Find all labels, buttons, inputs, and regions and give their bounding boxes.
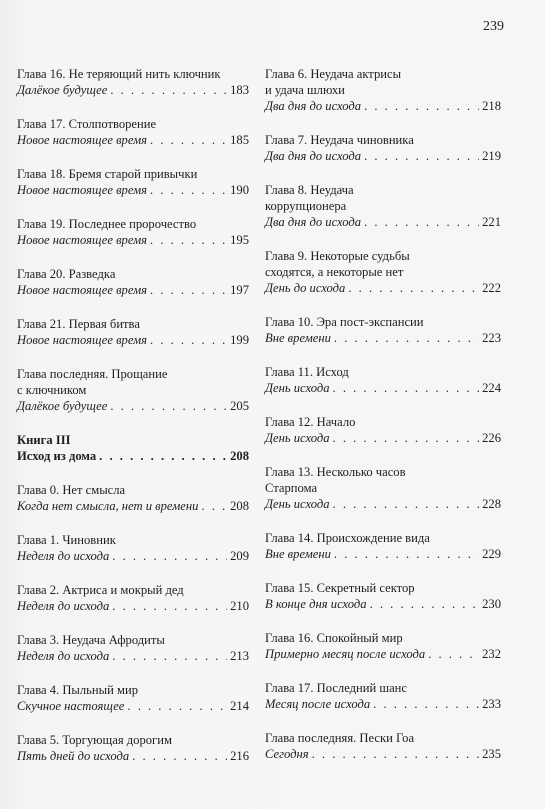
toc-entry [265, 248, 501, 296]
dot-leader [370, 596, 480, 612]
toc-entry-title: Глава 7. Неудача чиновника [265, 133, 414, 147]
toc-entry-subline [265, 148, 501, 164]
toc-entry-subtitle: Два дня до исхода [265, 99, 362, 113]
toc-entry-subtitle: День исхода [265, 497, 330, 511]
toc-entry [17, 632, 249, 664]
toc-entry-subline [265, 430, 501, 446]
toc-entry [265, 66, 501, 114]
toc-entry-subtitle: Месяц после исхода [265, 697, 371, 711]
toc-entry-page: 235 [482, 747, 501, 761]
toc-entry [17, 682, 249, 714]
toc-entry-page: 226 [482, 431, 501, 445]
toc-entry-title: Глава 14. Происхождение вида [265, 531, 430, 545]
dot-leader [364, 148, 479, 164]
toc-entry [265, 182, 501, 230]
toc-entry [17, 266, 249, 298]
dot-leader [201, 498, 227, 514]
toc-entry-subline [265, 546, 501, 562]
toc-entry-subtitle: Неделя до исхода [17, 649, 110, 663]
toc-entry-subline [265, 380, 501, 396]
toc-entry-subline [265, 696, 501, 712]
toc-entry [265, 464, 501, 512]
dot-leader [112, 598, 227, 614]
toc-entry-page: 183 [230, 83, 249, 97]
toc-entry-title: и удача шлюхи [265, 83, 345, 97]
toc-entry-page: 219 [482, 149, 501, 163]
toc-entry-subline [17, 182, 249, 198]
toc-entry-title: Глава 5. Торгующая дорогим [17, 733, 172, 747]
dot-leader [333, 430, 480, 446]
dot-leader [112, 548, 227, 564]
toc-entry-title: сходятся, а некоторые нет [265, 265, 404, 279]
toc-entry-title: Глава 4. Пыльный мир [17, 683, 138, 697]
toc-entry-subtitle: В конце дня исхода [265, 597, 367, 611]
toc-entry-page: 185 [230, 133, 249, 147]
dot-leader [150, 182, 227, 198]
toc-entry-page: 214 [230, 699, 249, 713]
toc-entry-title: Старпома [265, 481, 318, 495]
toc-entry-subline [265, 496, 501, 512]
dot-leader [428, 646, 479, 662]
toc-entry-subline [265, 646, 501, 662]
toc-entry-subline [17, 398, 249, 414]
toc-entry-page: 224 [482, 381, 501, 395]
toc-entry [265, 530, 501, 562]
toc-entry-subline [17, 548, 249, 564]
dot-leader [150, 232, 227, 248]
toc-entry-subtitle: День до исхода [265, 281, 346, 295]
toc-entry-title: Глава 2. Актриса и мокрый дед [17, 583, 184, 597]
toc-entry [265, 364, 501, 396]
toc-entry-title: Глава 18. Бремя старой привычки [17, 167, 198, 181]
dot-leader [333, 496, 480, 512]
toc-entry [17, 166, 249, 198]
toc-entry-subtitle: Два дня до исхода [265, 149, 362, 163]
toc-entry [265, 730, 501, 762]
toc-entry-title: с ключником [17, 383, 87, 397]
toc-entry-page: 205 [230, 399, 249, 413]
toc-entry-title: Глава последняя. Пески Гоа [265, 731, 415, 745]
toc-entry-title: Глава 19. Последнее пророчество [17, 217, 197, 231]
dot-leader [110, 398, 227, 414]
toc-entry-subtitle: Сегодня [265, 747, 309, 761]
toc-entry-page: 195 [230, 233, 249, 247]
toc-entry-subline [17, 648, 249, 664]
toc-entry-page: 216 [230, 749, 249, 763]
toc-entry [17, 532, 249, 564]
toc-entry-title: Глава 11. Исход [265, 365, 349, 379]
toc-entry-subtitle: Исход из дома [17, 449, 97, 463]
dot-leader [348, 280, 479, 296]
toc-entry-page: 197 [230, 283, 249, 297]
toc-entry [17, 216, 249, 248]
toc-entry-subtitle: Неделя до исхода [17, 549, 110, 563]
toc-book-heading [17, 432, 249, 464]
dot-leader [334, 330, 479, 346]
toc-entry-title: Глава 20. Разведка [17, 267, 116, 281]
toc-entry-subline [265, 330, 501, 346]
toc-entry-title: Глава 16. Спокойный мир [265, 631, 403, 645]
toc-entry-title: Глава 17. Столпотворение [17, 117, 157, 131]
toc-entry-page: 190 [230, 183, 249, 197]
toc-entry-subtitle: День исхода [265, 381, 330, 395]
toc-entry [265, 580, 501, 612]
toc-entry-page: 210 [230, 599, 249, 613]
toc-entry-subline [265, 98, 501, 114]
toc-entry-subline [17, 448, 249, 464]
toc-entry-page: 229 [482, 547, 501, 561]
toc-entry-subtitle: Новое настоящее время [17, 183, 148, 197]
dot-leader [373, 696, 479, 712]
toc-entry-subtitle: Примерно месяц после исхода [265, 647, 426, 661]
dot-leader [127, 698, 227, 714]
toc-entry-subline [17, 332, 249, 348]
toc-entry-subline [17, 82, 249, 98]
toc-entry-subtitle: Неделя до исхода [17, 599, 110, 613]
toc-entry-page: 221 [482, 215, 501, 229]
toc-entry [17, 316, 249, 348]
toc-entry-title: Глава 21. Первая битва [17, 317, 140, 331]
toc-entry-title: Глава 15. Секретный сектор [265, 581, 415, 595]
toc-entry-subline [17, 132, 249, 148]
dot-leader [150, 132, 227, 148]
toc-entry [17, 732, 249, 764]
toc-entry-subtitle: Новое настоящее время [17, 333, 148, 347]
dot-leader [364, 98, 479, 114]
dot-leader [150, 282, 227, 298]
toc-entry-title: коррупционера [265, 199, 347, 213]
toc-entry-title: Глава 12. Начало [265, 415, 356, 429]
toc-entry-subtitle: Далёкое будущее [17, 399, 108, 413]
toc-entry-subline [17, 698, 249, 714]
toc-entry [265, 630, 501, 662]
toc-entry-subline [17, 232, 249, 248]
dot-leader [99, 448, 227, 464]
toc-entry-subtitle: Два дня до исхода [265, 215, 362, 229]
toc-entry-subline [17, 748, 249, 764]
toc-entry-title: Глава последняя. Прощание [17, 367, 168, 381]
toc-entry-page: 230 [482, 597, 501, 611]
toc-entry-subline [265, 596, 501, 612]
toc-entry-title: Глава 9. Некоторые судьбы [265, 249, 410, 263]
dot-leader [364, 214, 479, 230]
toc-entry-subtitle: Новое настоящее время [17, 283, 148, 297]
toc-entry-page: 233 [482, 697, 501, 711]
toc-entry [265, 132, 501, 164]
toc-entry-subtitle: День исхода [265, 431, 330, 445]
toc-entry-subtitle: Новое настоящее время [17, 133, 148, 147]
toc-entry-page: 213 [230, 649, 249, 663]
toc-entry-page: 223 [482, 331, 501, 345]
toc-entry-title: Глава 16. Не теряющий нить ключник [17, 67, 221, 81]
toc-entry-title: Глава 17. Последний шанс [265, 681, 408, 695]
toc-entry-subline [265, 746, 501, 762]
toc-entry-title: Глава 8. Неудача [265, 183, 354, 197]
dot-leader [333, 380, 480, 396]
page-number: 239 [483, 19, 504, 34]
toc-entry [265, 414, 501, 446]
dot-leader [110, 82, 227, 98]
toc-entry-title: Глава 10. Эра пост-экспансии [265, 315, 424, 329]
toc-entry-subtitle: Когда нет смысла, нет и времени [17, 499, 199, 513]
toc-entry [265, 314, 501, 346]
toc-entry-page: 232 [482, 647, 501, 661]
toc-entry-title: Глава 0. Нет смысла [17, 483, 126, 497]
dot-leader [312, 746, 480, 762]
toc-entry-page: 222 [482, 281, 501, 295]
dot-leader [334, 546, 479, 562]
dot-leader [132, 748, 227, 764]
toc-entry [17, 582, 249, 614]
toc-entry-subtitle: Скучное настоящее [17, 699, 125, 713]
toc-entry-subtitle: Пять дней до исхода [17, 749, 130, 763]
toc-entry-title: Глава 3. Неудача Афродиты [17, 633, 165, 647]
toc-entry-subline [17, 598, 249, 614]
toc-entry-page: 209 [230, 549, 249, 563]
toc-entry [17, 366, 249, 414]
toc-entry-subtitle: Далёкое будущее [17, 83, 108, 97]
toc-entry-page: 208 [230, 499, 249, 513]
dot-leader [112, 648, 227, 664]
toc-entry-title: Глава 1. Чиновник [17, 533, 116, 547]
toc-entry-subline [265, 214, 501, 230]
toc-entry-page: 228 [482, 497, 501, 511]
dot-leader [150, 332, 227, 348]
toc-entry [265, 680, 501, 712]
toc-entry-subline [17, 282, 249, 298]
toc-entry-subline [17, 498, 249, 514]
toc-entry-page: 208 [230, 449, 249, 463]
toc-entry [17, 482, 249, 514]
toc-entry-title: Глава 13. Несколько часов [265, 465, 406, 479]
toc-entry-subline [265, 280, 501, 296]
toc-entry-subtitle: Вне времени [265, 547, 331, 561]
toc-entry [17, 66, 249, 98]
toc-entry-page: 218 [482, 99, 501, 113]
toc-entry-page: 199 [230, 333, 249, 347]
toc-entry-title: Глава 6. Неудача актрисы [265, 67, 402, 81]
toc-entry-title: Книга III [17, 433, 71, 447]
toc-entry-subtitle: Вне времени [265, 331, 331, 345]
toc-entry [17, 116, 249, 148]
toc-entry-subtitle: Новое настоящее время [17, 233, 148, 247]
